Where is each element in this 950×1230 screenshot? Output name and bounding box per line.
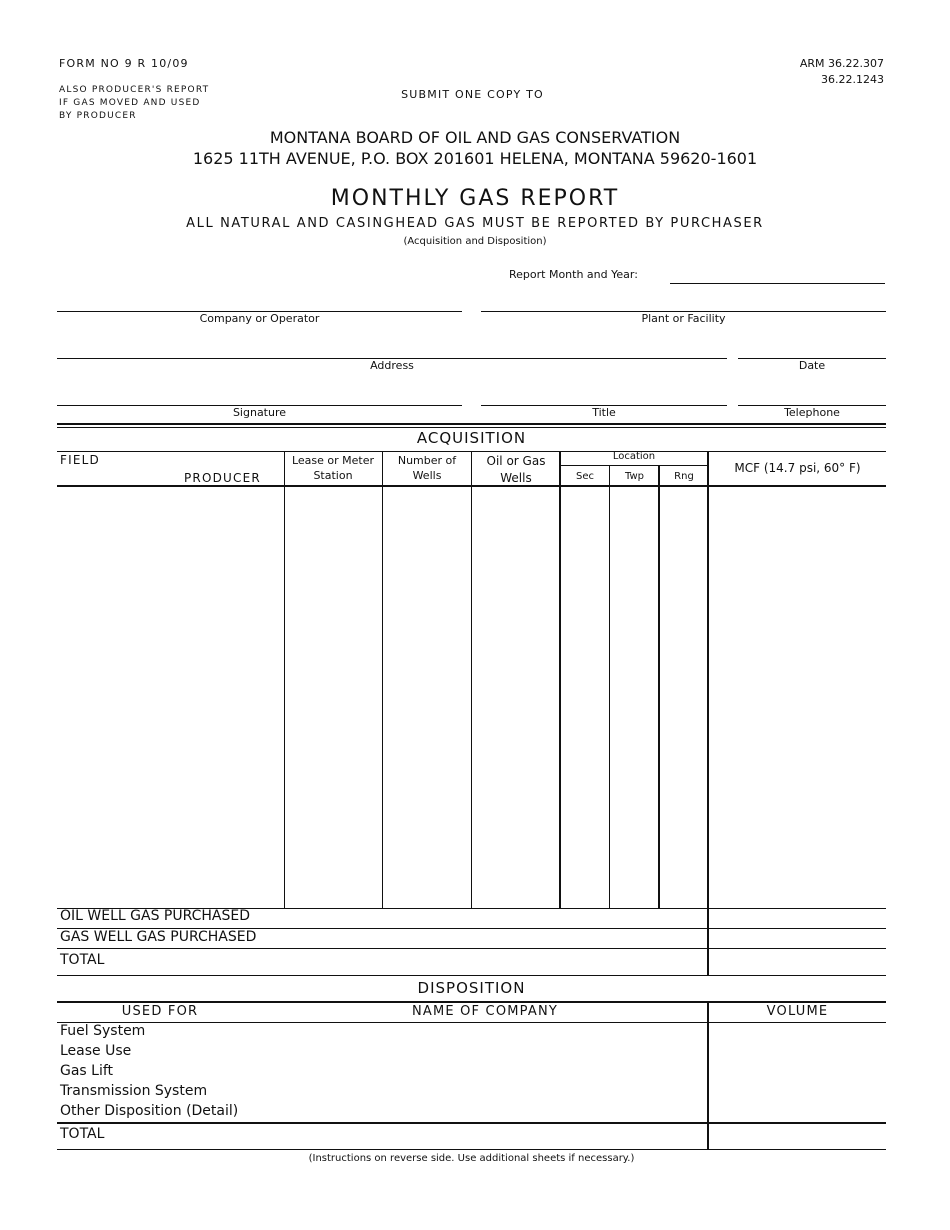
col-header-lease: Lease or Meter Station xyxy=(291,454,375,482)
disposition-header-rule xyxy=(57,1022,886,1023)
col-header-oil-gas: Oil or Gas Wells xyxy=(486,454,546,485)
disposition-heading: DISPOSITION xyxy=(417,979,526,997)
col-header-twp: Twp xyxy=(625,471,644,482)
page-subtitle: ALL NATURAL AND CASINGHEAD GAS MUST BE REPORTED BY PURCHASER xyxy=(186,216,764,231)
address-input[interactable] xyxy=(57,341,727,359)
page-title: MONTHLY GAS REPORT xyxy=(330,186,620,211)
acquisition-mcf-entry-area[interactable] xyxy=(709,488,886,907)
disposition-row-lease-use: Lease Use xyxy=(60,1043,132,1059)
col-header-name-of-company: NAME OF COMPANY xyxy=(411,1004,559,1019)
col-header-volume: VOLUME xyxy=(766,1004,829,1019)
col-header-sec: Sec xyxy=(576,471,594,482)
board-address: 1625 11TH AVENUE, P.O. BOX 201601 HELENA, MONTANA 59620-1601 xyxy=(192,149,758,168)
also-note-line-2: IF GAS MOVED AND USED xyxy=(59,98,201,108)
title-label: Title xyxy=(592,406,616,419)
report-month-input[interactable] xyxy=(670,266,885,284)
oil-well-gas-purchased-label: OIL WELL GAS PURCHASED xyxy=(60,908,251,924)
signature-label: Signature xyxy=(232,406,287,419)
date-input[interactable] xyxy=(738,341,886,359)
submit-instruction: SUBMIT ONE COPY TO xyxy=(401,88,544,101)
col-header-wells: Number of Wells xyxy=(397,454,457,482)
col-header-producer: PRODUCER xyxy=(184,471,261,485)
col-header-mcf: MCF (14.7 psi, 60° F) xyxy=(734,461,861,475)
plant-label: Plant or Facility xyxy=(641,312,726,325)
disposition-bottom-rule xyxy=(57,1149,886,1150)
acquisition-total-label: TOTAL xyxy=(60,952,105,968)
acquisition-total-input[interactable] xyxy=(709,949,886,974)
signature-input[interactable] xyxy=(57,388,462,406)
plant-input[interactable] xyxy=(481,294,886,312)
disposition-row-gas-lift: Gas Lift xyxy=(60,1063,114,1079)
gas-well-gas-purchased-input[interactable] xyxy=(709,929,886,948)
company-label: Company or Operator xyxy=(199,312,320,325)
address-label: Address xyxy=(370,359,414,372)
acquisition-entry-area[interactable] xyxy=(57,488,707,907)
disposition-row-other: Other Disposition (Detail) xyxy=(60,1103,239,1119)
also-note-line-1: ALSO PRODUCER'S REPORT xyxy=(59,85,210,95)
disposition-total-label: TOTAL xyxy=(60,1126,105,1142)
date-label: Date xyxy=(798,359,826,372)
disposition-row-transmission-system: Transmission System xyxy=(60,1083,208,1099)
acquisition-heading: ACQUISITION xyxy=(416,429,527,447)
title-input[interactable] xyxy=(481,388,727,406)
footer-instructions: (Instructions on reverse side. Use additional sheets if necessary.) xyxy=(308,1153,635,1164)
acquisition-bottom-rule xyxy=(57,975,886,976)
also-note-line-3: BY PRODUCER xyxy=(59,111,137,121)
location-rule xyxy=(560,465,708,466)
page-subtitle-2: (Acquisition and Disposition) xyxy=(403,236,547,247)
arm-reference-2: 36.22.1243 xyxy=(821,73,884,86)
disposition-total-input[interactable] xyxy=(709,1124,886,1148)
telephone-input[interactable] xyxy=(738,388,886,406)
report-month-label: Report Month and Year: xyxy=(509,268,638,281)
form-number: FORM NO 9 R 10/09 xyxy=(59,57,189,70)
acquisition-top-rule xyxy=(57,423,886,425)
telephone-label: Telephone xyxy=(784,406,840,419)
arm-reference-1: ARM 36.22.307 xyxy=(799,57,884,70)
disposition-volume-entry-area[interactable] xyxy=(709,1024,886,1121)
col-header-used-for: USED FOR xyxy=(121,1004,199,1019)
col-header-field: FIELD xyxy=(60,453,100,467)
acquisition-top-rule-2 xyxy=(57,427,886,428)
oil-well-gas-purchased-input[interactable] xyxy=(709,909,886,928)
board-name: MONTANA BOARD OF OIL AND GAS CONSERVATION xyxy=(269,128,681,147)
gas-well-gas-purchased-label: GAS WELL GAS PURCHASED xyxy=(60,929,257,945)
col-header-location: Location xyxy=(612,451,656,462)
disposition-row-fuel-system: Fuel System xyxy=(60,1023,146,1039)
col-header-rng: Rng xyxy=(674,471,694,482)
disposition-heading-rule xyxy=(57,1001,886,1003)
disposition-company-entry-area[interactable] xyxy=(263,1024,707,1121)
company-input[interactable] xyxy=(57,294,462,312)
